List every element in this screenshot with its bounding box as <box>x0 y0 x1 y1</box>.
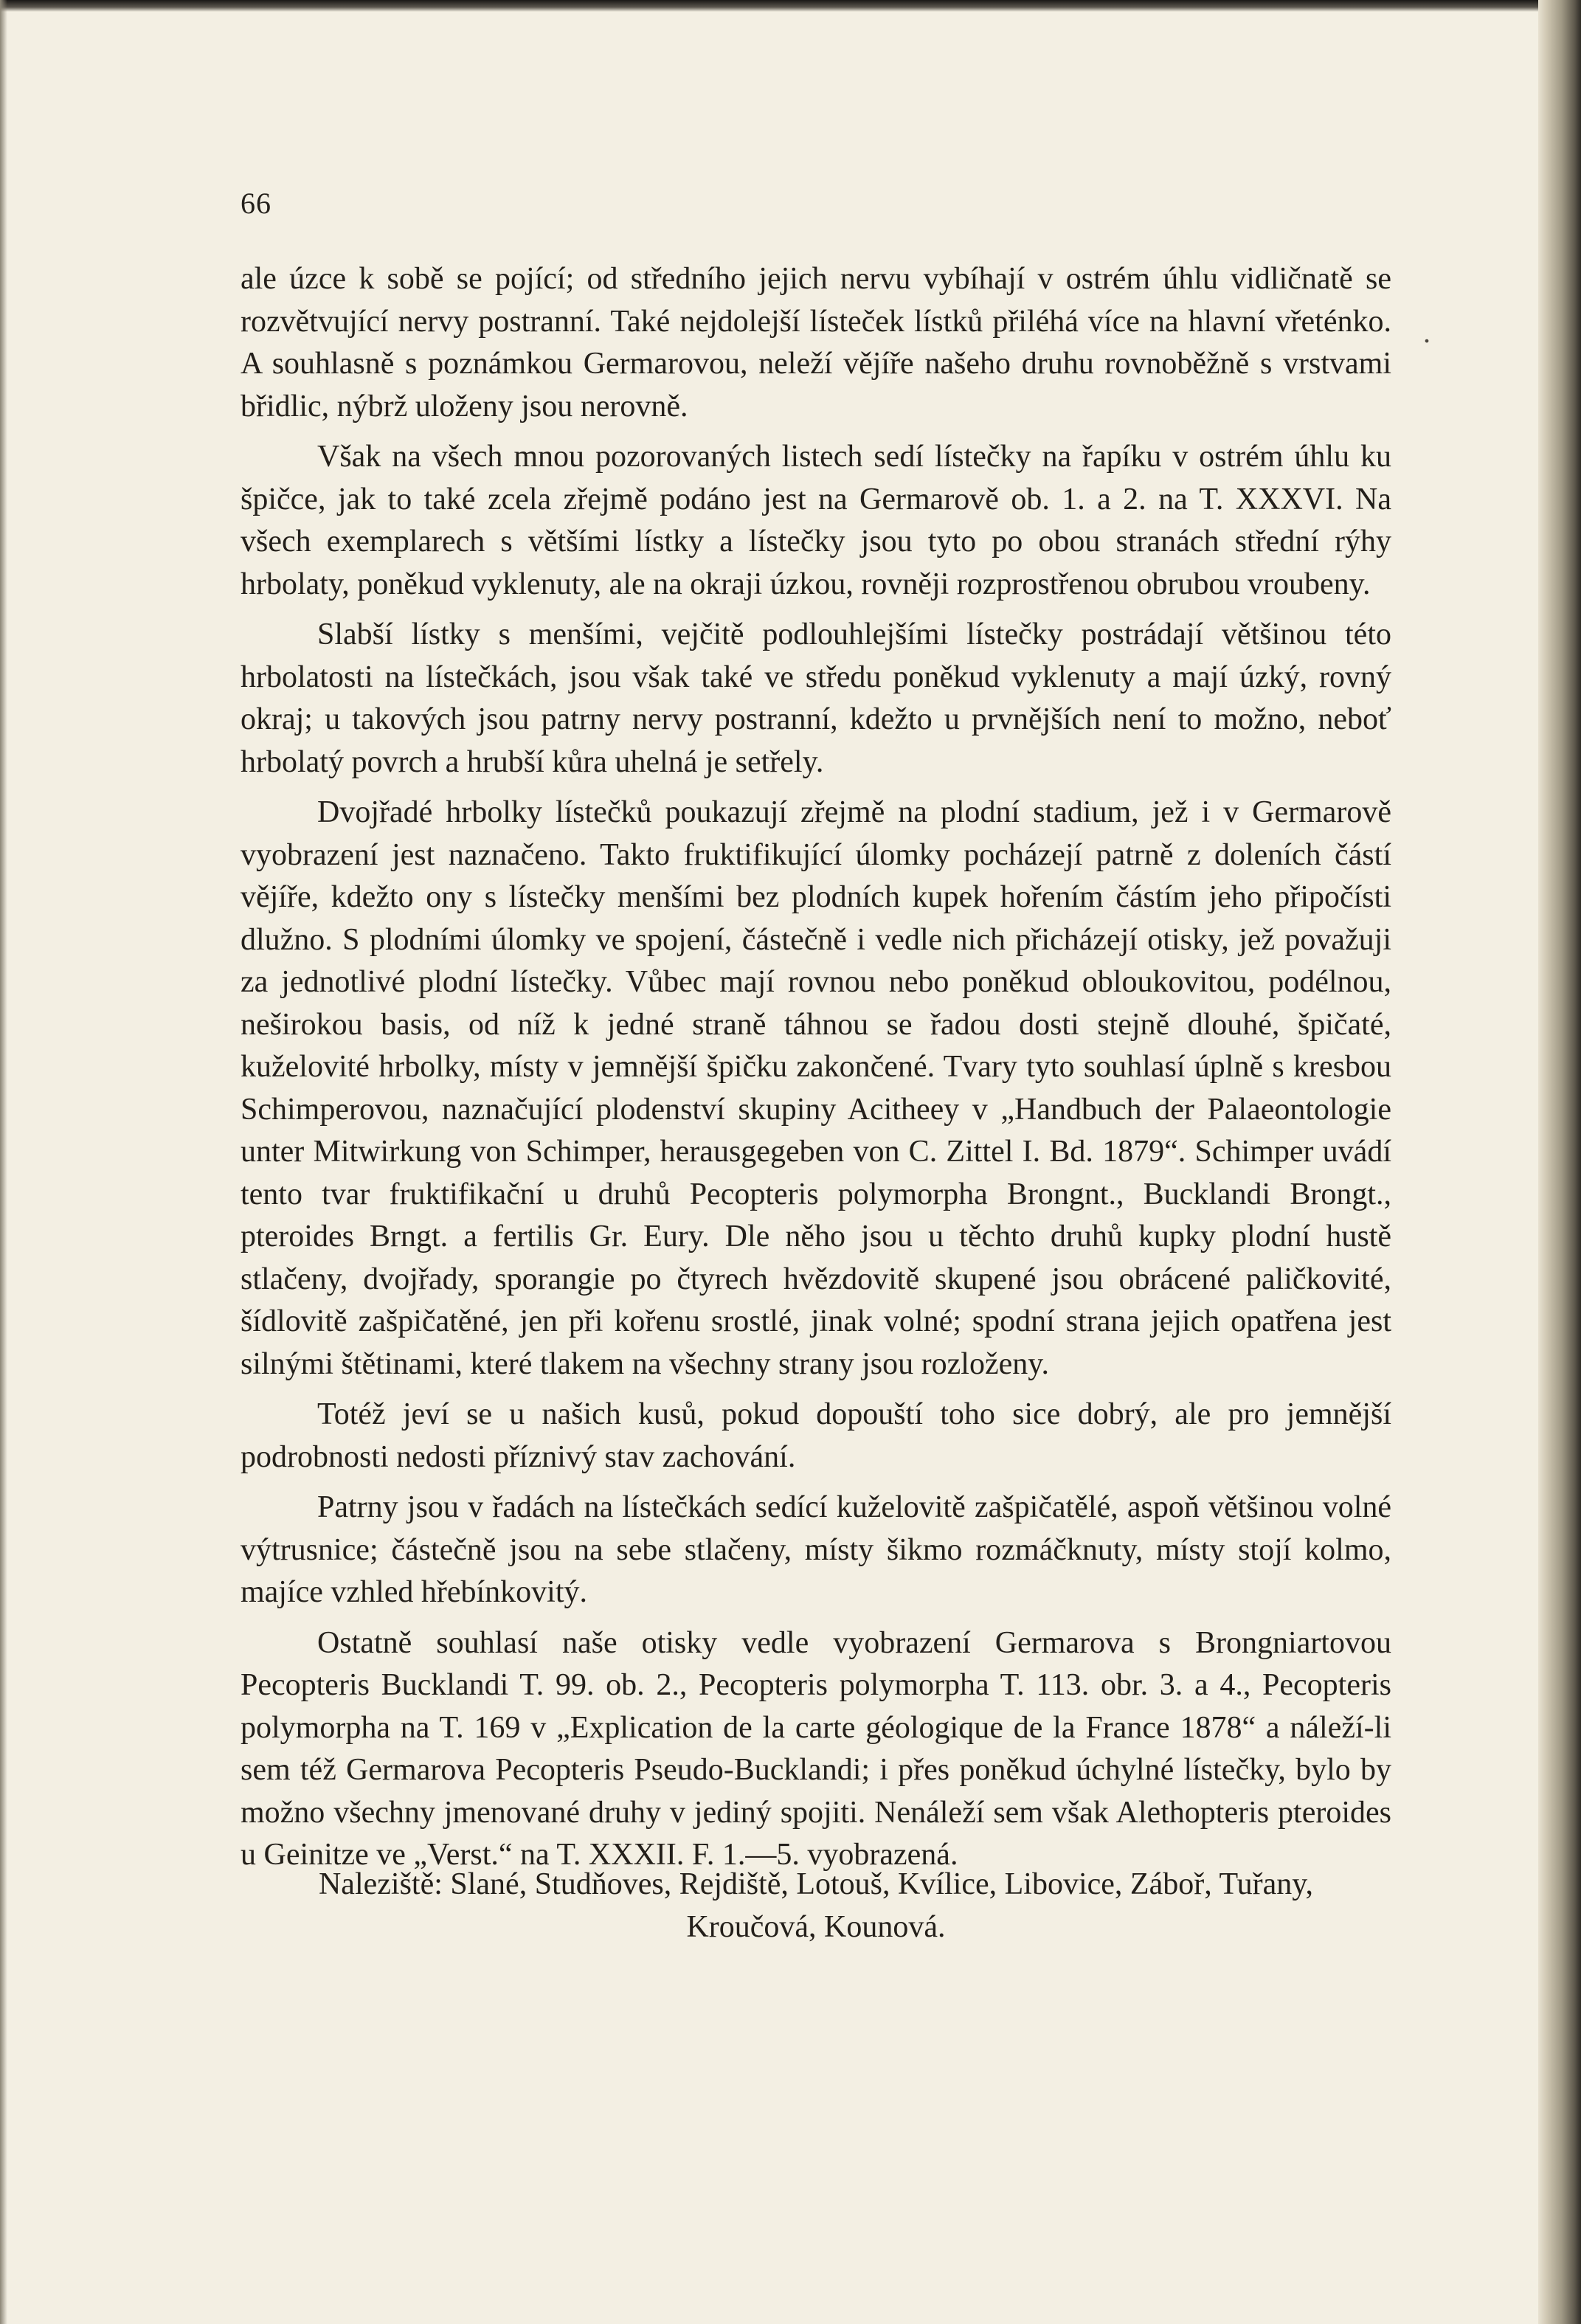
page-number: 66 <box>241 187 271 220</box>
localities-line-2: Kroučová, Kounová. <box>686 1909 946 1944</box>
paragraph: Totéž jeví se u našich kusů, pokud dopouští toho sice dobrý, ale pro jemnější podrobnosti nedosti příznivý stav zachování. <box>241 1397 1391 1474</box>
paragraph: Dvojřadé hrbolky lístečků poukazují zřejmě na plodní stadium, jež i v Germarově vyobrazení jest naznačeno. Takto fruktifikující úlomky pocházejí patrně z doleních částí vějíře, kdežto ony s lístečky menšími bez plodních kupek hořením částím jeho připočísti dlužno. S plodními úlomky ve spojení, částečně i vedle nich přicházejí otisky, jež považuji za jednotlivé plodní lístečky. Vůbec mají rovnou nebo poněkud obloukovitou, podélnou, neširokou basis, od níž k jedné straně táhnou se řadou dosti stejně dlouhé, špičaté, kuželovité hrbolky, místy v jemnější špičku zakončené. Tvary tyto souhlasí úplně s kresbou Schimperovou, naznačující plodenství skupiny Acitheey v „Handbuch der Palaeontologie unter Mitwirkung von Schimper, herausgegeben von C. Zittel I. Bd. 1879“. Schimper uvádí tento tvar fruktifikační u druhů Pecopteris polymorpha Brongnt., Bucklandi Brongt., pteroides Brngt. a fertilis Gr. Eury. Dle něho jsou u těchto druhů kupky plodní hustě stlačeny, dvojřady, sporangie po čtyrech hvězdovitě skupené jsou obrácené paličkovité, šídlovitě zašpičatěné, jen při kořenu srostlé, jinak volné; spodní strana jejich opatřena jest silnými štětinami, které tlakem na všechny strany jsou rozloženy. <box>241 795 1391 1381</box>
localities-line-1: Naleziště: Slané, Studňoves, Rejdiště, Lotouš, Kvílice, Libovice, Záboř, Tuřany, <box>318 1867 1314 1901</box>
paragraph: Slabší lístky s menšími, vejčitě podlouhlejšími lístečky postrádají většinou této hrbolatosti na lístečkách, jsou však také ve středu poněkud vyklenuty a mají úzký, rovný okraj; u takových jsou patrny nervy postranní, kdežto u prvnějších není to možno, neboť hrbolatý povrch a hrubší kůra uhelná je setřely. <box>241 618 1391 779</box>
localities-list <box>241 1864 1391 1948</box>
paragraph-continuation: ale úzce k sobě se pojící; od středního jejich nervu vybíhají v ostrém úhlu vidličnatě se rozvětvující nervy postranní. Také nejdolejší lísteček lístků přiléhá více na hlavní vřeténko. A souhlasně s poznámkou Germarovou, neleží vějíře našeho druhu rovnoběžně s vrstvami břidlic, nýbrž uloženy jsou nerovně. <box>241 262 1391 423</box>
scan-left-edge <box>0 0 7 2324</box>
body-text <box>241 258 1391 1885</box>
scan-top-edge <box>0 0 1581 12</box>
paragraph: Ostatně souhlasí naše otisky vedle vyobrazení Germarova s Brongniartovou Pecopteris Bucklandi T. 99. ob. 2., Pecopteris polymorpha T. 113. obr. 3. a 4., Pecopteris polymorpha na T. 169 v „Explication de la carte géologique de la France 1878“ a náleží-li sem též Germarova Pecopteris Pseudo-Bucklandi; i přes poněkud úchylné lístečky, bylo by možno všechny jmenované druhy v jediný spojiti. Nenáleží sem však Alethopteris pteroides u Geinitze ve „Verst.“ na T. XXXII. F. 1.—5. vyobrazená. <box>241 1625 1391 1872</box>
paragraph: Patrny jsou v řadách na lístečkách sedící kuželovitě zašpičatělé, aspoň většinou volné výtrusnice; částečně jsou na sebe stlačeny, místy šikmo rozmáčknuty, místy stojí kolmo, majíce vzhled hřebínkovitý. <box>241 1490 1391 1609</box>
book-gutter-shadow <box>1538 0 1581 2324</box>
paragraph: Však na všech mnou pozorovaných listech sedí lístečky na řapíku v ostrém úhlu ku špičce, jak to také zcela zřejmě podáno jest na Germarově ob. 1. a 2. na T. XXXVI. Na všech exemplarech s většími lístky a lístečky jsou tyto po obou stranách střední rýhy hrbolaty, poněkud vyklenuty, ale na okraji úzkou, rovněji rozprostřenou obrubou vroubeny. <box>241 440 1391 601</box>
stray-ink-mark: . <box>1423 316 1430 349</box>
